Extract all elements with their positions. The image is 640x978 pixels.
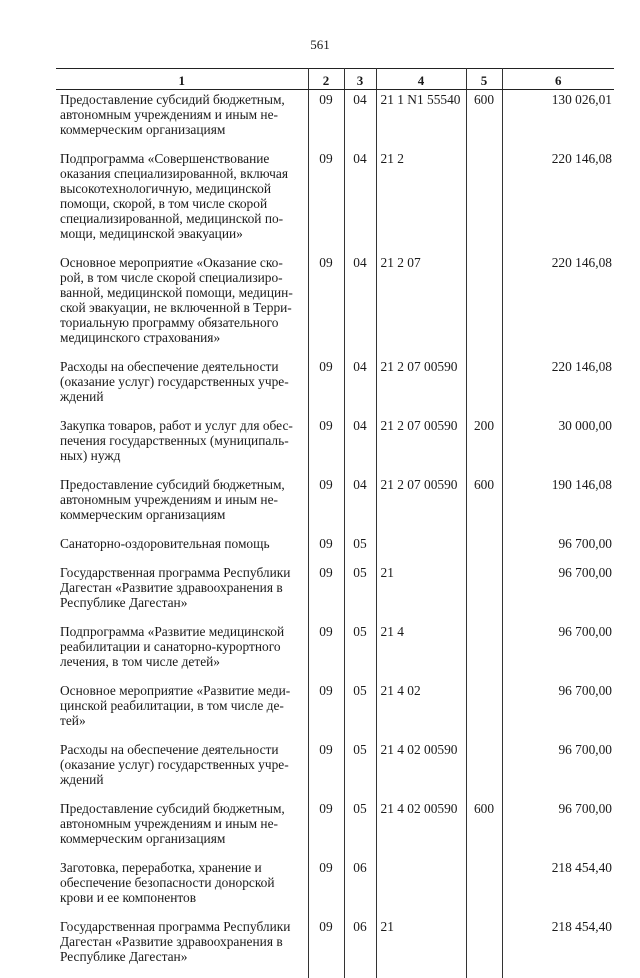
row-target-article-code: 21: [376, 565, 466, 624]
table-row: [56, 477, 614, 536]
header-col-1: 1: [56, 69, 308, 90]
row-expense-type-code: [466, 919, 502, 978]
row-name: [56, 418, 308, 477]
row-name-text: Государственная программа Республики Дагестан «Развитие здравоохранения в Республике Дагестан»: [60, 565, 304, 610]
row-target-article-code: 21 2 07: [376, 255, 466, 359]
row-name-text: Предоставление субсидий бюджетным, автономным учреждениям и иным не- коммерческим организациям: [60, 92, 304, 137]
header-col-6: 6: [502, 69, 614, 90]
row-target-article-code: [376, 860, 466, 919]
row-amount: 190 146,08: [502, 477, 614, 536]
row-name: [56, 477, 308, 536]
row-amount: 96 700,00: [502, 624, 614, 683]
row-name: [56, 860, 308, 919]
header-row: [56, 69, 614, 90]
row-name: [56, 359, 308, 418]
row-section-code: 09: [308, 919, 344, 978]
row-name-text: Предоставление субсидий бюджетным, автономным учреждениям и иным не- коммерческим организациям: [60, 477, 304, 522]
row-target-article-code: 21 4: [376, 624, 466, 683]
row-amount: 96 700,00: [502, 536, 614, 565]
row-name-text: Основное мероприятие «Оказание ско- рой, в том числе скорой специализиро- ванной, медицинской помощи, медицин- ской эвакуации, не включенной в Терри- ториальную программу обязательного медицинского страхования»: [60, 255, 304, 345]
row-name-text: Основное мероприятие «Развитие меди- цинской реабилитации, в том числе де- тей»: [60, 683, 304, 728]
row-subsection-code: 04: [344, 90, 376, 152]
row-target-article-code: 21 2 07 00590: [376, 477, 466, 536]
table-row: [56, 418, 614, 477]
row-subsection-code: 05: [344, 683, 376, 742]
row-section-code: 09: [308, 860, 344, 919]
row-name-text: Предоставление субсидий бюджетным, автономным учреждениям и иным не- коммерческим организациям: [60, 801, 304, 846]
table-row: [56, 536, 614, 565]
row-subsection-code: 05: [344, 565, 376, 624]
row-subsection-code: 06: [344, 919, 376, 978]
row-expense-type-code: [466, 151, 502, 255]
row-section-code: 09: [308, 683, 344, 742]
row-section-code: 09: [308, 536, 344, 565]
row-expense-type-code: 600: [466, 801, 502, 860]
row-name: [56, 255, 308, 359]
row-expense-type-code: 600: [466, 90, 502, 152]
row-name-text: Расходы на обеспечение деятельности (оказание услуг) государственных учре- ждений: [60, 359, 304, 404]
row-name: [56, 801, 308, 860]
row-name: [56, 536, 308, 565]
table-row: [56, 255, 614, 359]
table-row: [56, 919, 614, 978]
row-section-code: 09: [308, 255, 344, 359]
row-section-code: 09: [308, 477, 344, 536]
row-expense-type-code: [466, 742, 502, 801]
row-name: [56, 683, 308, 742]
row-subsection-code: 05: [344, 536, 376, 565]
header-col-3: 3: [344, 69, 376, 90]
table-row: [56, 683, 614, 742]
row-section-code: 09: [308, 565, 344, 624]
row-name: [56, 151, 308, 255]
row-target-article-code: 21 2 07 00590: [376, 418, 466, 477]
row-target-article-code: 21 4 02 00590: [376, 801, 466, 860]
row-amount: 30 000,00: [502, 418, 614, 477]
row-amount: 218 454,40: [502, 860, 614, 919]
header-col-5: 5: [466, 69, 502, 90]
row-expense-type-code: [466, 624, 502, 683]
table-row: [56, 801, 614, 860]
page-number: 561: [0, 37, 640, 53]
header-col-2: 2: [308, 69, 344, 90]
row-expense-type-code: [466, 255, 502, 359]
budget-table: [56, 68, 614, 978]
row-name: [56, 90, 308, 152]
row-target-article-code: 21 4 02 00590: [376, 742, 466, 801]
row-name: [56, 919, 308, 978]
row-name-text: Расходы на обеспечение деятельности (оказание услуг) государственных учре- ждений: [60, 742, 304, 787]
row-expense-type-code: [466, 565, 502, 624]
table-body: [56, 90, 614, 978]
row-name: [56, 624, 308, 683]
table-row: [56, 742, 614, 801]
row-expense-type-code: [466, 359, 502, 418]
table-row: [56, 151, 614, 255]
row-expense-type-code: [466, 860, 502, 919]
row-section-code: 09: [308, 742, 344, 801]
row-amount: 220 146,08: [502, 151, 614, 255]
row-subsection-code: 04: [344, 418, 376, 477]
row-target-article-code: [376, 536, 466, 565]
row-name-text: Санаторно-оздоровительная помощь: [60, 536, 304, 551]
row-subsection-code: 05: [344, 801, 376, 860]
row-target-article-code: 21: [376, 919, 466, 978]
row-name-text: Заготовка, переработка, хранение и обеспечение безопасности донорской крови и ее компонентов: [60, 860, 304, 905]
row-amount: 96 700,00: [502, 565, 614, 624]
row-amount: 96 700,00: [502, 742, 614, 801]
row-amount: 96 700,00: [502, 801, 614, 860]
row-name: [56, 742, 308, 801]
row-section-code: 09: [308, 151, 344, 255]
row-target-article-code: 21 2: [376, 151, 466, 255]
table-row: [56, 359, 614, 418]
row-expense-type-code: [466, 536, 502, 565]
row-target-article-code: 21 4 02: [376, 683, 466, 742]
row-expense-type-code: 600: [466, 477, 502, 536]
table-row: [56, 90, 614, 152]
row-target-article-code: 21 1 N1 55540: [376, 90, 466, 152]
row-amount: 220 146,08: [502, 255, 614, 359]
row-subsection-code: 04: [344, 359, 376, 418]
row-subsection-code: 05: [344, 624, 376, 683]
row-name-text: Государственная программа Республики Дагестан «Развитие здравоохранения в Республике Дагестан»: [60, 919, 304, 964]
row-expense-type-code: 200: [466, 418, 502, 477]
table-row: [56, 860, 614, 919]
row-subsection-code: 04: [344, 151, 376, 255]
row-subsection-code: 06: [344, 860, 376, 919]
row-amount: 218 454,40: [502, 919, 614, 978]
table-row: [56, 624, 614, 683]
row-section-code: 09: [308, 359, 344, 418]
row-section-code: 09: [308, 801, 344, 860]
row-section-code: 09: [308, 418, 344, 477]
row-name-text: Подпрограмма «Совершенствование оказания специализированной, включая высокотехнологичную, медицинской помощи, скорой, в том числе скорой специализированной, медицинской по- мощи, медицинской эвакуации»: [60, 151, 304, 241]
row-target-article-code: 21 2 07 00590: [376, 359, 466, 418]
row-amount: 130 026,01: [502, 90, 614, 152]
header-col-4: 4: [376, 69, 466, 90]
row-subsection-code: 04: [344, 255, 376, 359]
row-name: [56, 565, 308, 624]
table-row: [56, 565, 614, 624]
row-name-text: Закупка товаров, работ и услуг для обес- печения государственных (муниципаль- ных) нужд: [60, 418, 304, 463]
row-subsection-code: 05: [344, 742, 376, 801]
row-name-text: Подпрограмма «Развитие медицинской реабилитации и санаторно-курортного лечения, в том числе детей»: [60, 624, 304, 669]
row-amount: 96 700,00: [502, 683, 614, 742]
row-section-code: 09: [308, 624, 344, 683]
row-section-code: 09: [308, 90, 344, 152]
table-header: [56, 69, 614, 90]
row-subsection-code: 04: [344, 477, 376, 536]
row-amount: 220 146,08: [502, 359, 614, 418]
row-expense-type-code: [466, 683, 502, 742]
